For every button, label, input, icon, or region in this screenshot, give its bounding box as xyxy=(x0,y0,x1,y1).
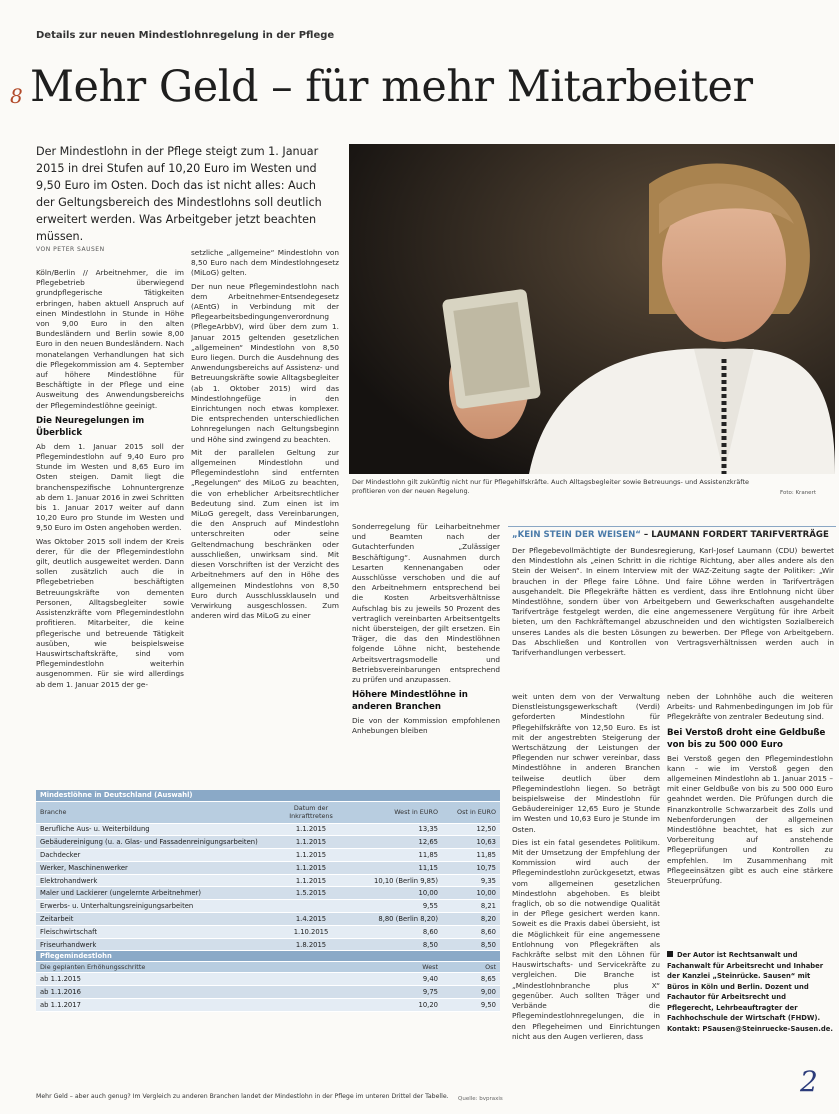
table-cell: 10,00 xyxy=(442,887,500,900)
lead-paragraph: Der Mindestlohn in der Pflege steigt zum 1. Januar 2015 in drei Stufen auf 10,20 Euro im Westen und 9,50 Euro im Osten. Doch das ist nicht alles: Auch der Geltungsbereich des Mindestlohns soll deutlich erweitert werden. Was Arbeitgeber jetzt beachten müssen. xyxy=(36,145,322,243)
pflege-row xyxy=(36,973,500,986)
paragraph: Dies ist ein fatal gesendetes Politikum. Mit der Umsetzung der Empfehlung der Kommission wird auch der Pflegemindestlohn zurückgesetzt, etwas vom allgemeinen gesetzlichen Mindestlohn abgehoben. Es bleibt fraglich, ob so die notwendige Qualität in der Pflege gesichert werden kann. Soweit es die Praxis dabei übersieht, ist die Möglichkeit für eine angemessene Entlohnung von Pflegekräften als Fachkräfte selbst mit den Löhnen für Hauswirtschafts- und Servicekräfte zu vergleichen. Die Branche ist „Mindestlohnbranche plus X“ gegenüber. Auch sollten Träger und Verbände die Pflegemindestlohnregelungen, die in den Pflegeheimen und Einrichtungen nicht aus den Augen verlieren, dass xyxy=(512,837,660,1041)
table-cell: 1.1.2015 xyxy=(272,849,350,862)
table-cell xyxy=(272,962,350,973)
paragraph: Der nun neue Pflegemindestlohn nach dem Arbeitnehmer-Entsendegesetz (AEntG) in Verbindung mit der Pflegearbeitsbedingungenverordnung (PflegeArbbV), wird über dem zum 1. Januar 2015 geltenden gesetzlichen „allgemeinen“ Mindestlohn von 8,50 Euro liegen. Durch die Ausdehnung des Anwendungsbereichs auf Assistenz- und Betreuungskräfte sowie Alltagsbegleiter (ab 1. Oktober 2015) wird das Mindestlohngefüge in den Einrichtungen noch etwas komplexer. Die entsprechenden unterschiedlichen Lohnregelungen nach Geltungsbeginn und Höhe sind zwingend zu beachten. xyxy=(191,281,339,444)
table-cell: 11,85 xyxy=(442,849,500,862)
table-cell: 1.4.2015 xyxy=(272,913,350,926)
table-cell: 13,35 xyxy=(350,823,442,836)
table-cell: Elektrohandwerk xyxy=(36,874,272,887)
pflege-title: Pflegemindestlohn xyxy=(36,951,500,962)
subheading: Höhere Mindestlöhne in anderen Branchen xyxy=(352,690,468,713)
paragraph: Mit der parallelen Geltung zur allgemeinen Mindestlohn und Pflegemindestlohn sind entfernten „Regelungen“ des MiLoG zu beachten, die von erheblicher Arbeitsrechtlicher Bedeutung sind. Zum einen ist im MiLoG geregelt, dass Vereinbarungen, die den Anspruch auf Mindestlohn unterschreiten oder seine Geltendmachung beschränken oder ausschließen, unwirksam sind. Mit diesen Vorschriften ist der Verzicht des Arbeitnehmers auf den in Höhe des allgemeinen Mindestlohns von 8,50 Euro durch Ausschlussklauseln und Verwirkung ausgeschlossen. Zum anderen wird das MiLoG zu einer xyxy=(191,447,339,621)
table-row xyxy=(36,823,500,836)
table-cell: Berufliche Aus- u. Weiterbildung xyxy=(36,823,272,836)
table-cell: 8,20 xyxy=(442,913,500,926)
table-cell: 8,80 (Berlin 8,20) xyxy=(350,913,442,926)
woman-holding-banknote-image xyxy=(349,144,835,474)
pflege-title-row xyxy=(36,951,500,962)
table-cell: Erwerbs- u. Unterhaltungsreinigungsarbeiten xyxy=(36,900,272,913)
paragraph: Ab dem 1. Januar 2015 soll der Pflegemindestlohn auf 9,40 Euro pro Stunde im Westen und 8,65 Euro im Osten steigen. Damit liegt die branchenspezifische Lohnuntergrenze ab dem 1. Januar 2016 in zwei Schritten bis 1. Januar 2017 weiter auf dann 10,20 Euro pro Stunde im Westen und 9,50 Euro im Osten angehoben werden. xyxy=(36,441,184,533)
table-cell: 9,35 xyxy=(442,874,500,887)
paragraph: Was Oktober 2015 soll indem der Kreis derer, für die der Pflegemindestlohn gilt, deutlich ausgeweitet werden. Dann sollen zusätzlich auch die in Pflegebetrieben beschäftigten Betreuungskräfte von dementen Personen, Alltagsbegleiter sowie Assistenzkräfte vom Pflegemindestlohn profitieren. Mitarbeiter, die keine pflegerische und betreuende Tätigkeit ausüben, wie beispielsweise Hauswirtschaftskräfte, sind vom Pflegemindestlohn weiterhin ausgenommen. Für sie wird allerdings ab dem 1. Januar 2015 der ge- xyxy=(36,536,184,689)
table-row xyxy=(36,913,500,926)
table-cell: Ost xyxy=(442,962,500,973)
table-cell: 8,50 xyxy=(442,938,500,951)
pflege-row xyxy=(36,986,500,999)
table-row xyxy=(36,925,500,938)
table-cell: 10,00 xyxy=(350,887,442,900)
box-heading-text: – LAUMANN FORDERT TARIFVERTRÄGE xyxy=(640,530,829,540)
article-photo xyxy=(349,144,835,474)
table-cell: 10,75 xyxy=(442,861,500,874)
table-cell: 12,65 xyxy=(350,836,442,849)
paragraph: Die von der Kommission empfohlenen Anhebungen bleiben xyxy=(352,716,500,736)
table-cell: Maler und Lackierer (ungelernte Arbeitnehmer) xyxy=(36,887,272,900)
table-source: Quelle: bvpraxis xyxy=(458,1096,503,1102)
table-cell: 1.8.2015 xyxy=(272,938,350,951)
table-cell: 1.1.2015 xyxy=(272,836,350,849)
table-cell: Datum der Inkrafttretens xyxy=(272,801,350,823)
table-row xyxy=(36,887,500,900)
minimum-wage-table xyxy=(36,790,500,1012)
article-column-4 xyxy=(512,692,660,1090)
box-heading-accent: „KEIN STEIN DER WEISEN“ xyxy=(512,530,641,540)
author-note xyxy=(667,950,833,1034)
table-cell: 10,20 xyxy=(350,999,442,1012)
table-cell: Branche xyxy=(36,801,272,823)
article-column-3 xyxy=(352,522,500,786)
subheading: Die Neuregelungen im Überblick xyxy=(36,415,145,438)
table-cell: 1.1.2015 xyxy=(272,823,350,836)
table-cell: 11,15 xyxy=(350,861,442,874)
table-cell: 9,50 xyxy=(442,999,500,1012)
table-caption: Mehr Geld – aber auch genug? Im Vergleich zu anderen Branchen landet der Mindestlohn in der Pflege im unteren Drittel der Tabelle. xyxy=(36,1093,449,1100)
pflege-header-row xyxy=(36,962,500,973)
box-divider xyxy=(508,526,836,527)
table-cell: 8,60 xyxy=(350,925,442,938)
photo-caption: Der Mindestlohn gilt zukünftig nicht nur für Pflegehilfskräfte. Auch Alltagsbegleiter sowie Betreuungs- und Assistenzkräfte profitieren von der neuen Regelung. xyxy=(352,478,750,495)
pflege-row xyxy=(36,999,500,1012)
page-title: Mehr Geld – für mehr Mitarbeiter xyxy=(30,62,753,112)
table-cell: 1.1.2015 xyxy=(272,861,350,874)
subheading: Bei Verstoß droht eine Geldbuße von bis zu 500 000 Euro xyxy=(667,727,826,750)
table-cell: 8,60 xyxy=(442,925,500,938)
handwritten-page-number: 2 xyxy=(800,1065,818,1098)
table-row xyxy=(36,836,500,849)
paragraph: weit unten dem von der Verwaltung Dienstleistungsgewerkschaft (Verdi) geforderten Mindestlohn für Pflegehilfskräfte von 12,50 Euro. Es ist mit der angestrebten Steigerung der Wertschätzung der Leistungen der Pflegenden nur schwer vereinbar, dass Mindestlöhne in anderen Branchen teilweise deutlich über dem Pflegemindestlohn liegen. So beträgt beispielsweise der Mindestlohn für Gebäudereiniger 12,65 Euro je Stunde im Westen und 10,63 Euro je Stunde im Osten. xyxy=(512,692,660,834)
table-cell: 1.1.2015 xyxy=(272,874,350,887)
table-cell: Ost in EURO xyxy=(442,801,500,823)
table-cell: 9,00 xyxy=(442,986,500,999)
table-cell: Dachdecker xyxy=(36,849,272,862)
table-cell: 1.10.2015 xyxy=(272,925,350,938)
table-cell: 9,40 xyxy=(350,973,442,986)
paragraph: Sonderregelung für Leiharbeitnehmer und Beamten nach der Gutachterfunden „Zulässiger Beschäftigung“. Ausnahmen durch Lesarten Kennenangaben oder Ausschlüsse verschoben und die auf den Arbeitnehmern entsprechend bei die Kosten Arbeitsverhältnisse Aufschlag bis zu jeweils 50 Prozent des vertraglich vereinbarten Arbeitsentgelts nicht übersteigen, der gilt ersetzen. Ein Träger, die das den Mindestlöhnen folgende Löhne nicht, bestehende Arbeitsvertragsmodelle und Betriebsvereinbarungen entsprechend zu prüfen und anzupassen. xyxy=(352,522,500,685)
table-cell: Werker, Maschinenwerker xyxy=(36,861,272,874)
table-cell xyxy=(272,999,350,1012)
table-cell: 8,50 xyxy=(350,938,442,951)
table-row xyxy=(36,900,500,913)
table-cell xyxy=(272,973,350,986)
kicker: Details zur neuen Mindestlohnregelung in der Pflege xyxy=(36,30,335,41)
table-cell: ab 1.1.2017 xyxy=(36,999,272,1012)
box-text: Der Pflegebevollmächtigte der Bundesregierung, Karl-Josef Laumann (CDU) bewertet den Mindestlohn als „einen Schritt in die richtige Richtung, aber alles andere als den Stein der Weisen“. In einem Interview mit der WAZ-Zeitung sagte der Politiker: „Wir brauchen in der Pflege faire Löhne. Und faire Löhne werden in Tarifverträgen ausgehandelt. Die Pflegekräfte hätten es verdient, dass ihre Entlohnung nicht über Mindestlöhne, sondern über von Arbeitgebern und Gewerkschaften ausgehandelte Tarifverträge festgelegt werden, die eine angemessenere Vergütung für ihre Arbeit bieten, um den Fachkräftemangel abzuschneiden und den wichtigsten Sozialbereich unseres Landes als die besten Lösungen zu bewerben. Der Pflege von Arbeitgebern. Das Abschließen und Kontrollen von Vertragsverhältnissen werden auch in Tarifverhandlungen verbessert. xyxy=(512,546,834,658)
table-row xyxy=(36,874,500,887)
photo-credit: Foto: Kranert xyxy=(780,490,816,496)
square-bullet-icon xyxy=(667,951,673,957)
table-title-row xyxy=(36,790,500,801)
table-cell: 10,63 xyxy=(442,836,500,849)
author-bio: Der Autor ist Rechtsanwalt und Fachanwalt für Arbeitsrecht und Inhaber der Kanzlei „Steinrücke. Sausen“ mit Büros in Köln und Berlin. Dozent und Fachautor für Arbeitsrecht und Pflegerecht, Lehrbeauftragter der Fachhochschule der Wirtschaft (FHDW). Kontakt: PSausen@Steinruecke-Sausen.de. xyxy=(667,951,833,1033)
paragraph: neben der Lohnhöhe auch die weiteren Arbeits- und Rahmenbedingungen im Job für Pflegekräfte von zentraler Bedeutung sind. xyxy=(667,692,833,722)
handwritten-mark: 8 xyxy=(10,84,23,108)
table-cell: ab 1.1.2015 xyxy=(36,973,272,986)
table-title: Mindestlöhne in Deutschland (Auswahl) xyxy=(36,790,500,801)
paragraph: Köln/Berlin // Arbeitnehmer, die im Pflegebetrieb überwiegend grundpflegerische Tätigkeiten erbringen, haben aktuell Anspruch auf einen Mindestlohn in Stunde in Höhe von 9,00 Euro in den alten Bundesländern und Berlin sowie 8,00 Euro in den neuen Bundesländern. Nach monatelangen Verhandlungen hat sich die Pflegekommission am 4. September auf höhere Mindestlöhne für Beschäftigte in der Pflege und eine Ausweitung des Anwendungsbereichs der Pflegemindestlöhne geeinigt. xyxy=(36,268,184,410)
table-cell: ab 1.1.2016 xyxy=(36,986,272,999)
table-cell: 9,55 xyxy=(350,900,442,913)
paragraph: setzliche „allgemeine“ Mindestlohn von 8,50 Euro nach dem Mindestlohngesetz (MiLoG) gelten. xyxy=(191,248,339,278)
box-heading xyxy=(512,530,829,540)
article-column-5 xyxy=(667,692,833,942)
table-cell: 8,65 xyxy=(442,973,500,986)
paragraph: Bei Verstoß gegen den Pflegemindestlohn kann – wie im Verstoß gegen den allgemeinen Mindestlohn ab 1. Januar 2015 – mit einer Geldbuße von bis zu 500 000 Euro geahndet werden. Die Prüfungen durch die Finanzkontrolle Schwarzarbeit des Zolls und Nebenforderungen der allgemeinen Mindestlöhne beachtet, hat es sich zur Vorbereitung auf anstehende Pflegeprüfungen und Kontrollen zu empfehlen. Im Zusammenhang mit Pflegeeinsätzen gibt es auch eine stärkere Steuerprüfung. xyxy=(667,753,833,886)
table-cell: West xyxy=(350,962,442,973)
table-cell: Gebäudereinigung (u. a. Glas- und Fassadenreinigungsarbeiten) xyxy=(36,836,272,849)
table-cell: 12,50 xyxy=(442,823,500,836)
table-cell: 10,10 (Berlin 9,85) xyxy=(350,874,442,887)
table-row xyxy=(36,861,500,874)
table-cell: Zeitarbeit xyxy=(36,913,272,926)
table-cell: 8,21 xyxy=(442,900,500,913)
table-cell: 11,85 xyxy=(350,849,442,862)
table-cell xyxy=(272,986,350,999)
table-row xyxy=(36,938,500,951)
table-row xyxy=(36,849,500,862)
table-cell: Friseurhandwerk xyxy=(36,938,272,951)
table-cell xyxy=(272,900,350,913)
table-cell: Die geplanten Erhöhungsschritte xyxy=(36,962,272,973)
table-cell: 1.5.2015 xyxy=(272,887,350,900)
byline: VON PETER SAUSEN xyxy=(36,246,105,253)
table-cell: Fleischwirtschaft xyxy=(36,925,272,938)
article-column-2 xyxy=(191,248,339,786)
article-column-1 xyxy=(36,268,184,786)
table-cell: West in EURO xyxy=(350,801,442,823)
table-cell: 9,75 xyxy=(350,986,442,999)
table-header-row xyxy=(36,801,500,823)
